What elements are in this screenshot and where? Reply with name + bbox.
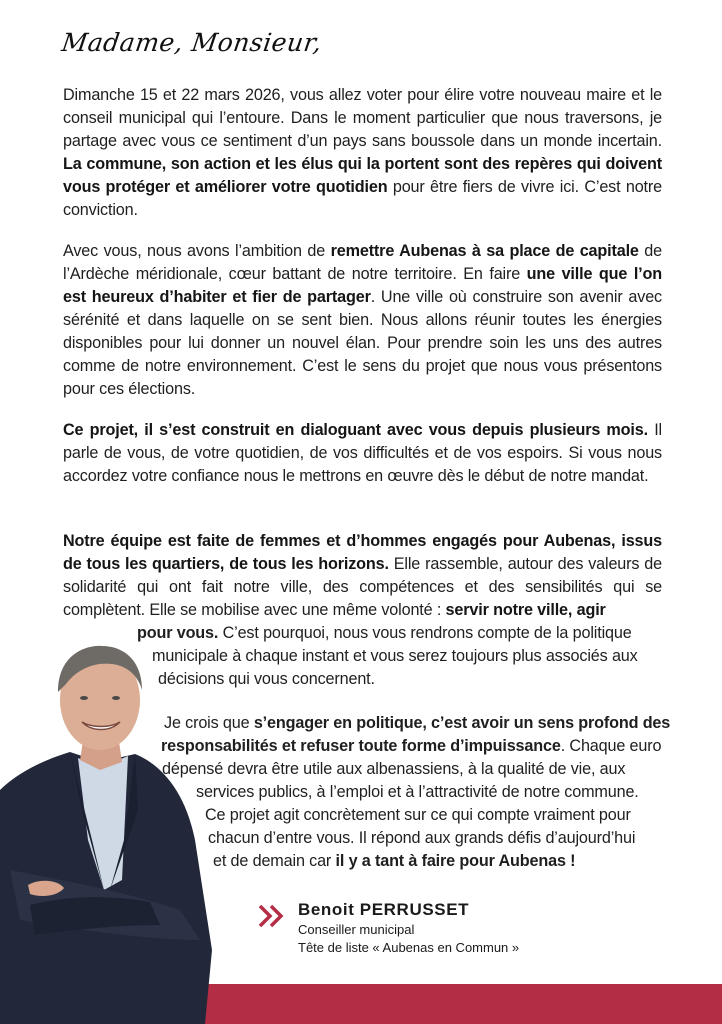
paragraph-3 <box>63 419 662 488</box>
signature-name: Benoit PERRUSSET <box>298 900 470 919</box>
paragraph-4-line <box>152 645 638 668</box>
bold-text: Ce projet, il s’est construit en dialoguant avec vous depuis plusieurs mois. <box>63 421 648 439</box>
signature-list: Tête de liste « Aubenas en Commun » <box>298 940 520 955</box>
text: Il parle de vous, de votre quotidien, de vos difficultés et de vos espoirs. Si vous nous accordez votre confiance nous le mettrons en œuvre dès le début de notre mandat. <box>63 421 662 485</box>
text: Ce projet agit concrètement sur ce qui compte vraiment pour <box>205 806 631 824</box>
bold-text: servir notre ville, agir <box>445 601 606 619</box>
bold-text: remettre Aubenas à sa place de capitale <box>330 242 639 260</box>
accent-band <box>160 984 722 1024</box>
text: . Une ville où construire son avenir avec sérénité et dans laquelle on se sent bien. Nous allons réunir toutes les énergies disponibles pour lui donner un nouvel élan. Pour prendre soin les uns des autres comme de notre environnement. C’est le sens du projet que nous vous présentons pour ces élections. <box>63 288 662 398</box>
text: C’est pourquoi, nous vous rendrons compte de la politique <box>218 624 632 642</box>
text: chacun d’entre vous. Il répond aux grands défis d’aujourd’hui <box>208 829 636 847</box>
bold-text: Notre équipe est faite de femmes et d’hommes engagés pour Aubenas, issus de tous les quartiers, de tous les horizons. <box>63 532 662 573</box>
text: pour être fiers de vivre ici. C’est notre conviction. <box>63 178 662 219</box>
paragraph-5-line <box>205 804 631 827</box>
bold-text: pour vous. <box>137 624 219 642</box>
paragraph-5-line <box>161 735 661 758</box>
paragraph-5-line <box>196 781 639 804</box>
paragraph-1 <box>63 84 662 222</box>
text: décisions qui vous concernent. <box>158 670 375 688</box>
bold-text: s’engager en politique, c’est avoir un sens profond des <box>253 714 671 732</box>
paragraph-5-line <box>208 827 635 850</box>
paragraph-5-line <box>164 712 670 735</box>
text: de l’Ardèche méridionale, cœur battant de notre territoire. En faire <box>63 242 662 283</box>
bold-text: La commune, son action et les élus qui la portent sont des repères qui doivent vous protéger et améliorer votre quotidien <box>63 155 662 196</box>
text: Avec vous, nous avons l’ambition de <box>63 242 331 260</box>
text: dépensé devra être utile aux albenassiens, à la qualité de vie, aux <box>162 760 626 778</box>
paragraph-2 <box>63 240 662 401</box>
paragraph-5-line <box>213 850 575 873</box>
paragraph-4 <box>63 530 662 622</box>
text: municipale à chaque instant et vous serez toujours plus associés aux <box>152 647 638 665</box>
text: Elle rassemble, autour des valeurs de solidarité qui ont fait notre ville, des compétences et des sensibilités qui se complètent. Elle se mobilise avec une même volonté : <box>63 555 662 619</box>
text: Dimanche 15 et 22 mars 2026, vous allez voter pour élire votre nouveau maire et le conseil municipal qui l’entoure. Dans le moment particulier que nous traversons, je partage avec vous ce sentiment d’un pays sans boussole dans un monde incertain. <box>63 86 662 150</box>
paragraph-5-line <box>162 758 625 781</box>
text: et de demain car <box>213 852 336 870</box>
signature-role: Conseiller municipal <box>298 922 415 937</box>
double-chevron-right-icon <box>258 904 286 928</box>
text: Je crois que <box>164 714 254 732</box>
salutation: Madame, Monsieur, <box>59 28 324 57</box>
text: services publics, à l’emploi et à l’attractivité de notre commune. <box>196 783 639 801</box>
bold-text: une ville que l’on est heureux d’habiter et fier de partager <box>63 265 662 306</box>
bold-text: il y a tant à faire pour Aubenas ! <box>335 852 576 870</box>
text: . Chaque euro <box>560 737 662 755</box>
candidate-photo <box>0 640 215 1024</box>
bold-text: responsabilités et refuser toute forme d’impuissance <box>161 737 561 755</box>
